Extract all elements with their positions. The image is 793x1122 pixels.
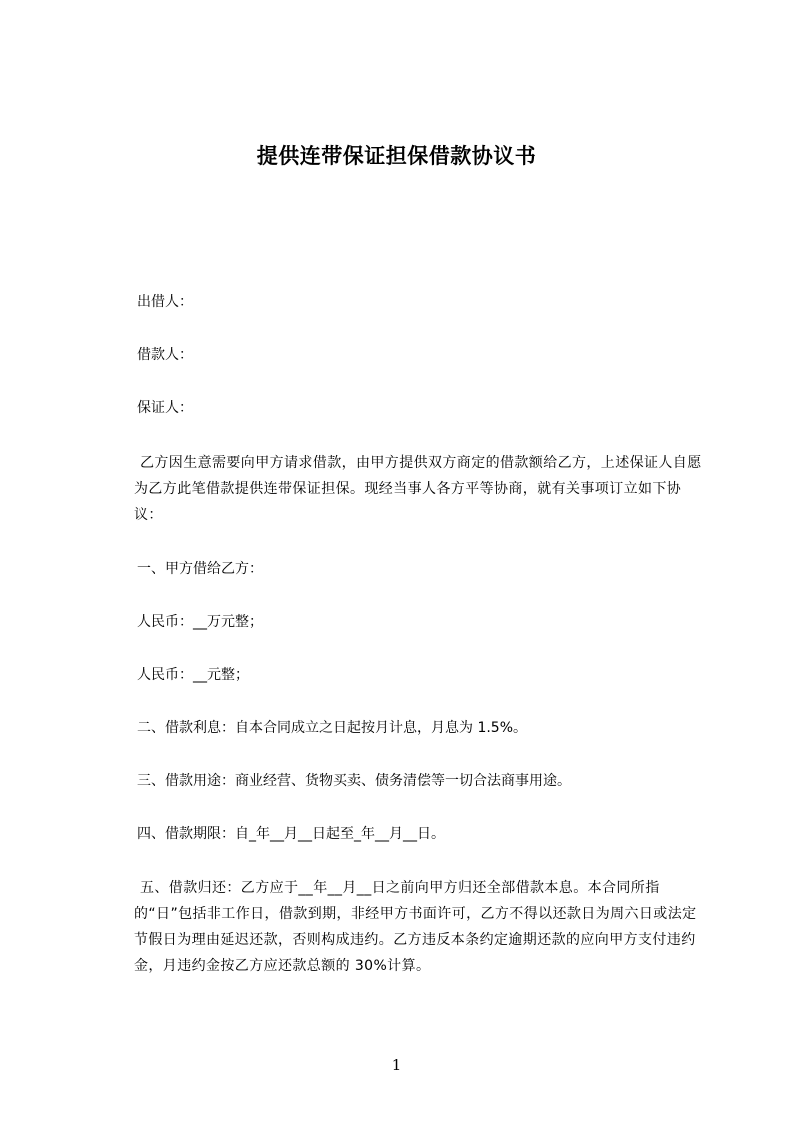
clause-1-rmb-wan: 人民币：__万元整； <box>137 614 263 630</box>
document-title: 提供连带保证担保借款协议书 <box>256 144 537 168</box>
clause-3-purpose: 三、借款用途：商业经营、货物买卖、债务清偿等一切合法商事用途。 <box>137 773 571 789</box>
intro-paragraph <box>134 450 708 528</box>
clause-2-interest: 二、借款利息：自本合同成立之日起按月计息，月息为 1.5%。 <box>137 720 528 736</box>
clause-4-term: 四、借款期限：自_年__月__日起至_年__月__日。 <box>137 826 445 842</box>
page-number: 1 <box>391 1056 402 1074</box>
borrower-line: 借款人： <box>137 347 193 363</box>
intro-text: 乙方因生意需要向甲方请求借款，由甲方提供双方商定的借款额给乙方，上述保证人自愿为乙方此笔借款提供连带保证担保。现经当事人各方平等协商，就有关事项订立如下协议： <box>134 455 702 523</box>
guarantor-line: 保证人： <box>137 400 193 416</box>
clause-1-heading: 一、甲方借给乙方： <box>137 561 263 577</box>
clause-5-paragraph <box>134 875 708 979</box>
clause-5-text: 五、借款归还：乙方应于__年__月__日之前向甲方归还全部借款本息。本合同所指的“日”包括非工作日，借款到期，非经甲方书面许可，乙方不得以还款日为周六日或法定节假日为理由延迟还款，否则构成违约。乙方违反本条约定逾期还款的应向甲方支付违约金，月违约金按乙方应还款总额的 30%计算。 <box>134 880 697 974</box>
lender-line: 出借人： <box>137 294 193 310</box>
clause-1-rmb-yuan: 人民币：__元整； <box>137 667 249 683</box>
